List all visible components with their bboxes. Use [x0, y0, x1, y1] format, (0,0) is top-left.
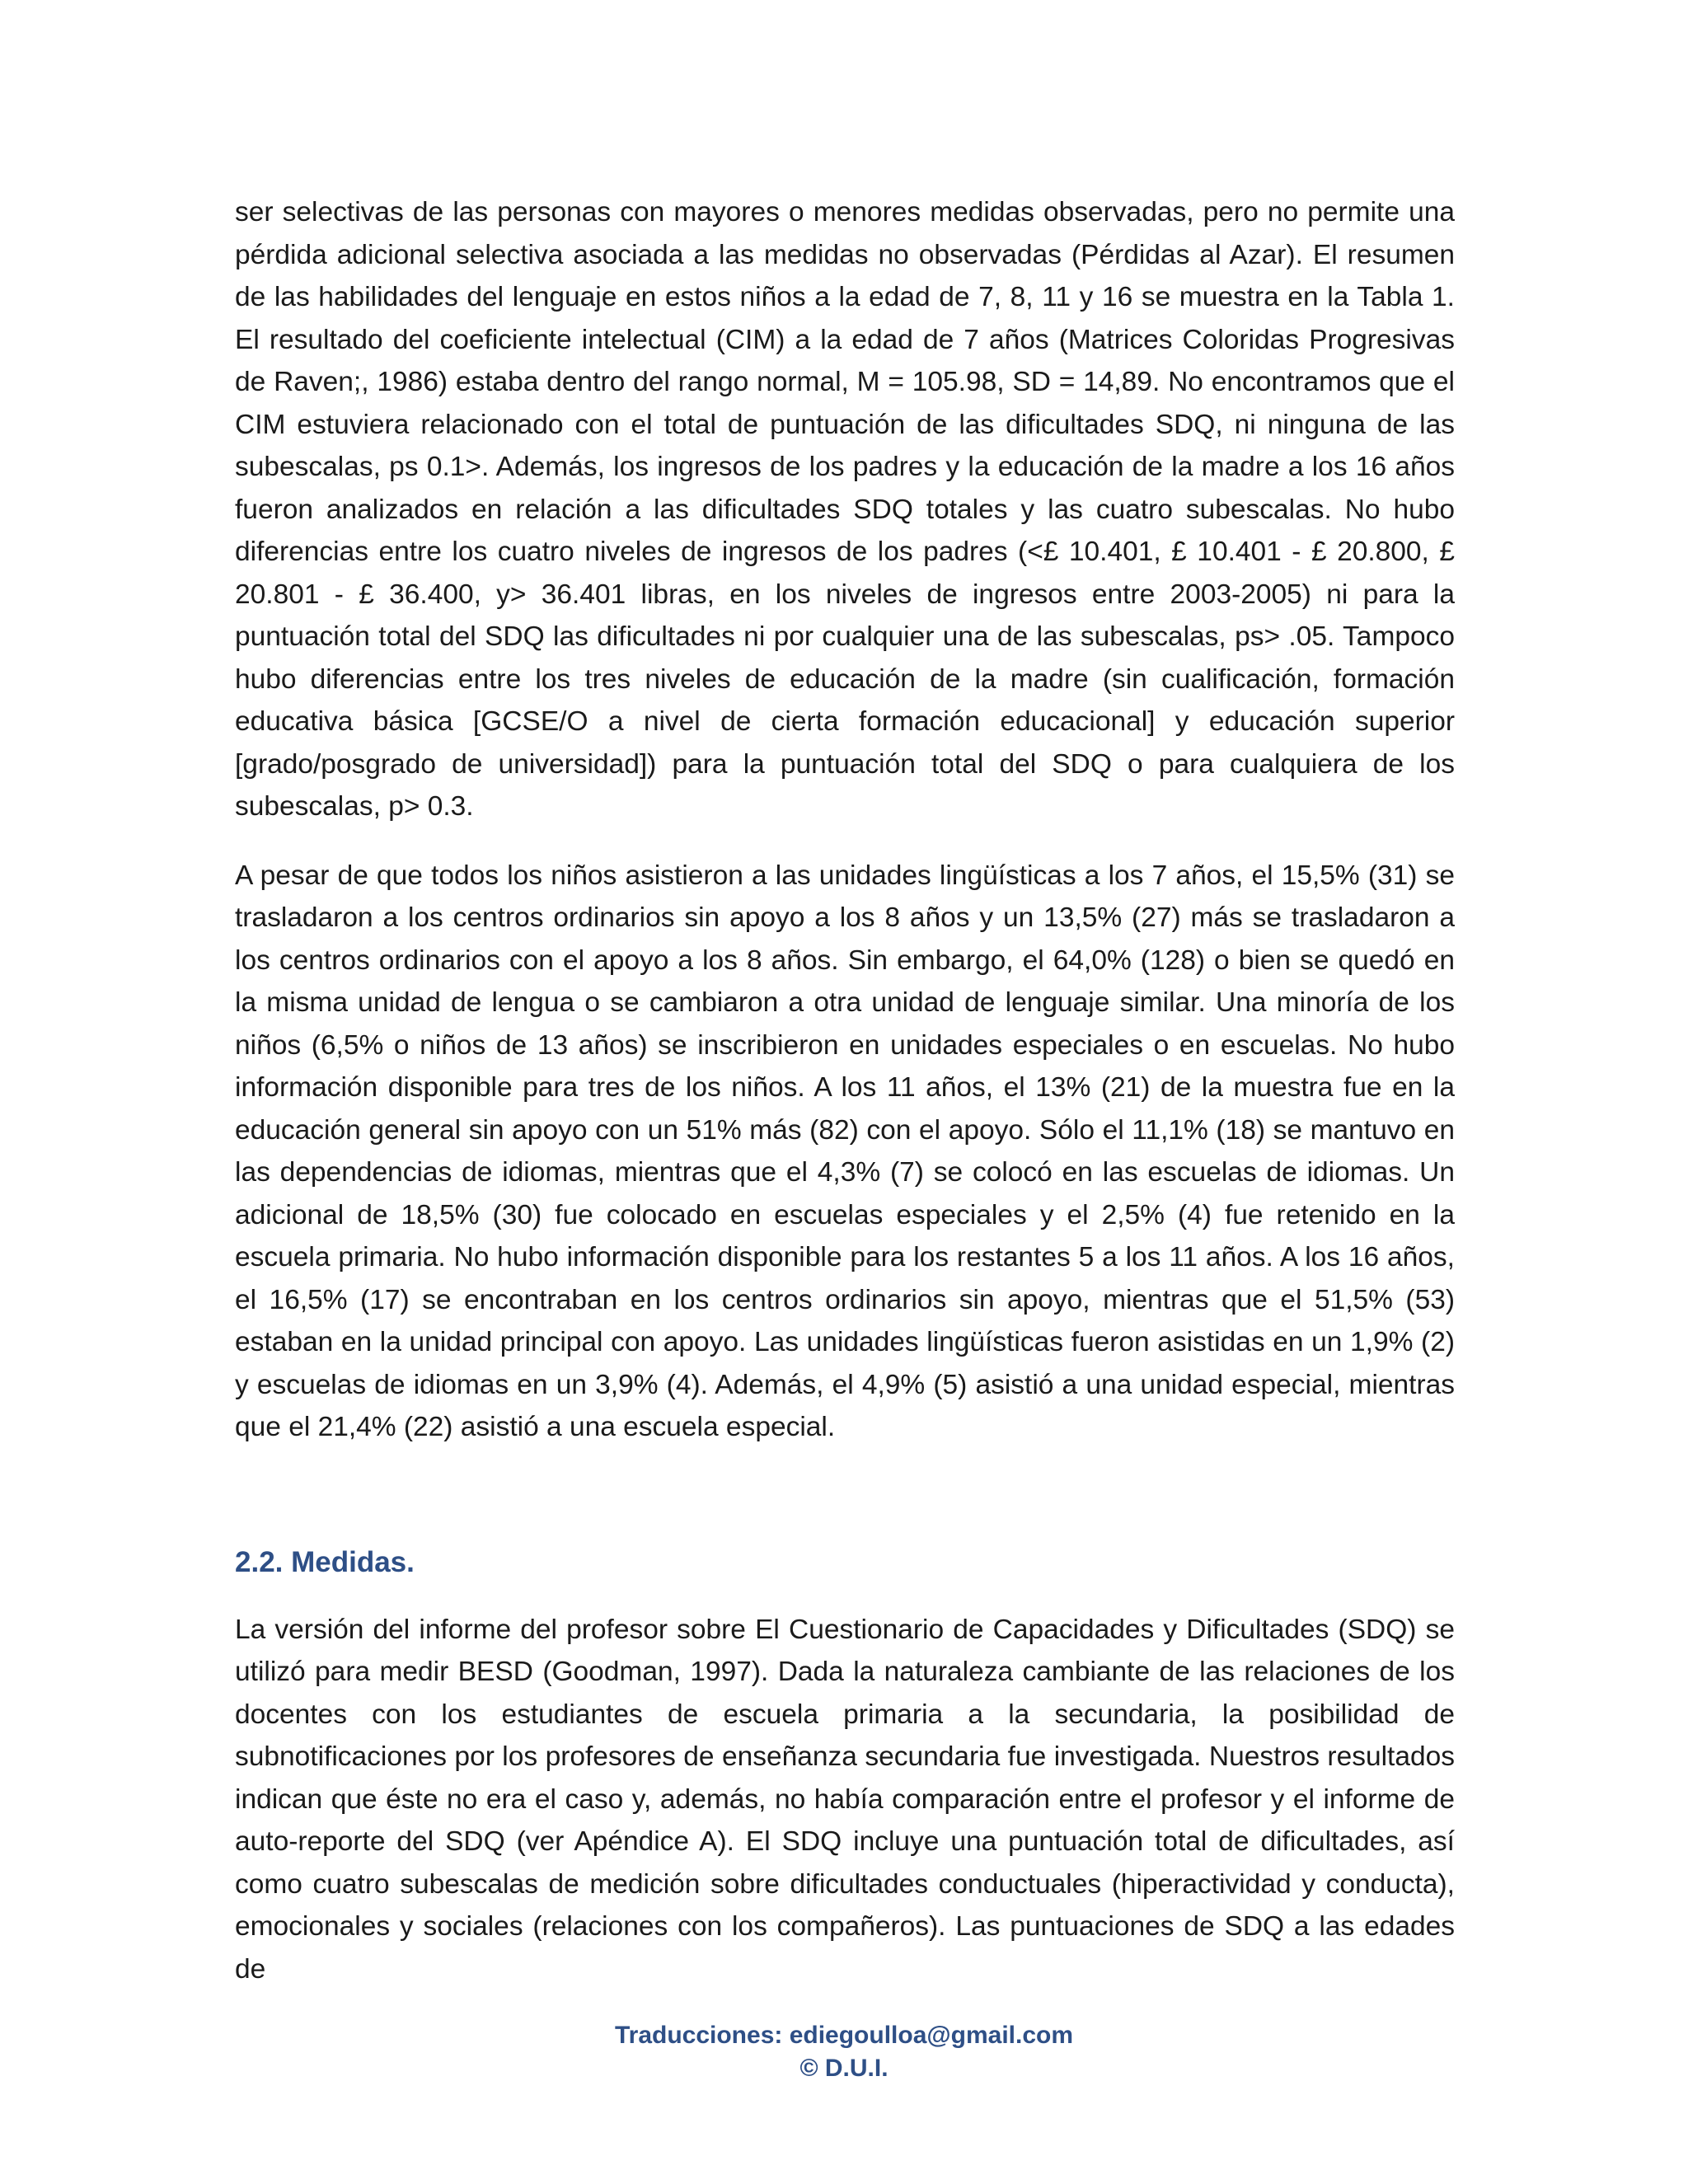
section-heading: 2.2. Medidas. — [235, 1545, 415, 1578]
footer-translator-credit: Traducciones: ediegoulloa@gmail.com — [614, 2022, 1074, 2049]
section-paragraph: La versión del informe del profesor sobre El Cuestionario de Capacidades y Dificultades (SDQ) se utilizó para medir BESD (Goodman, 1997). Dada la naturaleza cambiante de las relaciones de los docentes con los estudiantes de escuela primaria a la secundaria, la posibilidad de subnotificaciones por los profesores de enseñanza secundaria fue investigada. Nuestros resultados indican que éste no era el caso y, además, no había comparación entre el profesor y el informe de auto-reporte del SDQ (ver Apéndice A). El SDQ incluye una puntuación total de dificultades, así como cuatro subescalas de medición sobre dificultades conductuales (hiperactividad y conducta), emocionales y sociales (relaciones con los compañeros). Las puntuaciones de SDQ a las edades de — [235, 1614, 1455, 1985]
body-paragraph-1: ser selectivas de las personas con mayores o menores medidas observadas, pero no permite una pérdida adicional selectiva asociada a las medidas no observadas (Pérdidas al Azar). El resumen de las habilidades del lenguaje en estos niños a la edad de 7, 8, 11 y 16 se muestra en la Tabla 1. El resultado del coeficiente intelectual (CIM) a la edad de 7 años (Matrices Coloridas Progresivas de Raven;, 1986) estaba dentro del rango normal, M = 105.98, SD = 14,89. No encontramos que el CIM estuviera relacionado con el total de puntuación de las dificultades SDQ, ni ninguna de las subescalas, ps 0.1>. Además, los ingresos de los padres y la educación de la madre a los 16 años fueron analizados en relación a las dificultades SDQ totales y las cuatro subescalas. No hubo diferencias entre los cuatro niveles de ingresos de los padres (<£ 10.401, £ 10.401 - £ 20.800, £ 20.801 - £ 36.400, y> 36.401 libras, en los niveles de ingresos entre 2003-2005) ni para la puntuación total del SDQ las dificultades ni por cualquier una de las subescalas, ps> .05. Tampoco hubo diferencias entre los tres niveles de educación de la madre (sin cualificación, formación educativa básica [GCSE/O a nivel de cierta formación educacional] y educación superior [grado/posgrado de universidad]) para la puntuación total del SDQ o para cualquiera de los subescalas, p> 0.3. — [235, 197, 1455, 822]
footer-copyright: © D.U.I. — [799, 2055, 889, 2082]
body-paragraph-2: A pesar de que todos los niños asistieron a las unidades lingüísticas a los 7 años, el 15,5% (31) se trasladaron a los centros ordinarios sin apoyo a los 8 años y un 13,5% (27) más se trasladaron a los centros ordinarios con el apoyo a los 8 años. Sin embargo, el 64,0% (128) o bien se quedó en la misma unidad de lengua o se cambiaron a otra unidad de lenguaje similar. Una minoría de los niños (6,5% o niños de 13 años) se inscribieron en unidades especiales o en escuelas. No hubo información disponible para tres de los niños. A los 11 años, el 13% (21) de la muestra fue en la educación general sin apoyo con un 51% más (82) con el apoyo. Sólo el 11,1% (18) se mantuvo en las dependencias de idiomas, mientras que el 4,3% (7) se colocó en las escuelas de idiomas. Un adicional de 18,5% (30) fue colocado en escuelas especiales y el 2,5% (4) fue retenido en la escuela primaria. No hubo información disponible para los restantes 5 a los 11 años. A los 16 años, el 16,5% (17) se encontraban en los centros ordinarios sin apoyo, mientras que el 51,5% (53) estaban en la unidad principal con apoyo. Las unidades lingüísticas fueron asistidas en un 1,9% (2) y escuelas de idiomas en un 3,9% (4). Además, el 4,9% (5) asistió a una unidad especial, mientras que el 21,4% (22) asistió a una escuela especial. — [235, 860, 1455, 1442]
page-content — [235, 191, 1455, 1990]
page-footer — [0, 2019, 1688, 2085]
